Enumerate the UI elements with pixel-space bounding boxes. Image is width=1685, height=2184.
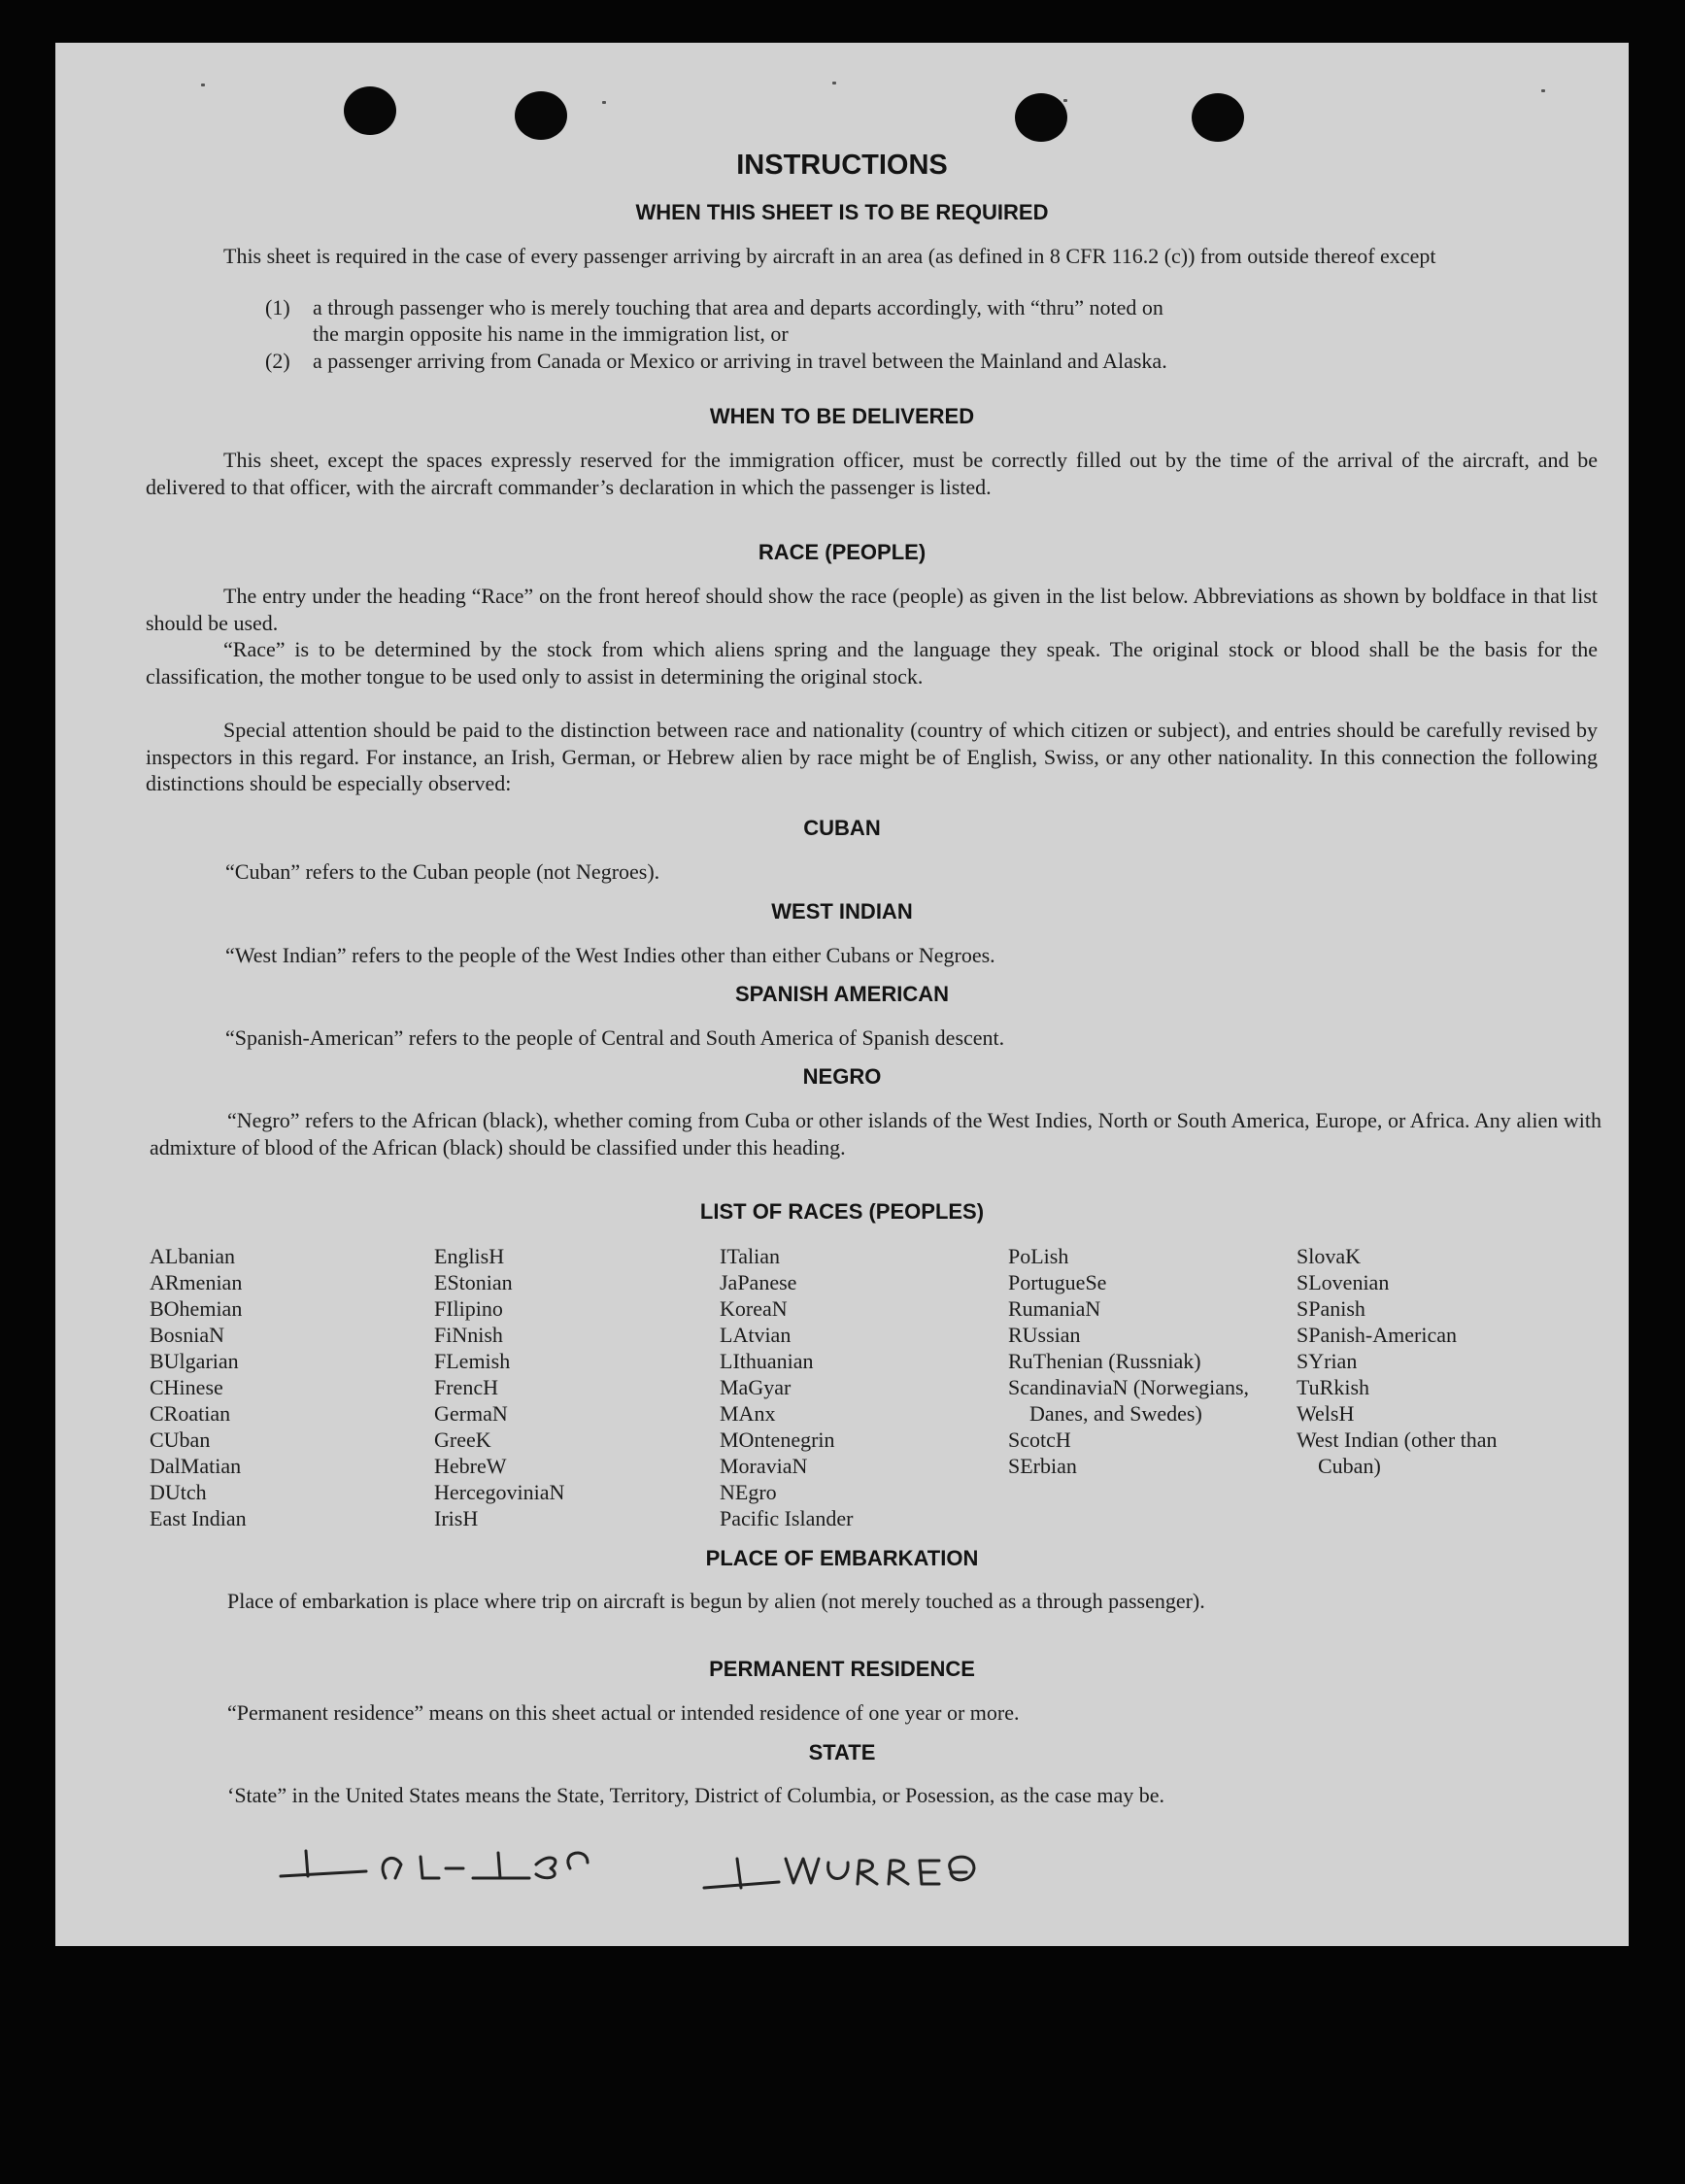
race-list-item: PortugueSe	[1008, 1270, 1107, 1294]
section-heading-races-list: LIST OF RACES (PEOPLES)	[699, 1199, 985, 1224]
race-list-item: NEgro	[720, 1480, 777, 1504]
page-title: INSTRUCTIONS	[736, 150, 948, 181]
race-list-item: MoraviaN	[720, 1454, 808, 1478]
race-list-item: WelsH	[1297, 1401, 1355, 1426]
race-list-item: SYrian	[1297, 1349, 1358, 1373]
required-item-2: a passenger arriving from Canada or Mexico or arriving in travel between the Mainland and Alaska.	[313, 349, 1167, 373]
section-heading-spanish-american: SPANISH AMERICAN	[734, 982, 949, 1006]
west-indian-text: “West Indian” refers to the people of the West Indies other than either Cubans or Negroes.	[225, 943, 995, 967]
race-list-item: BOhemian	[150, 1296, 243, 1321]
section-heading-residence: PERMANENT RESIDENCE	[709, 1657, 975, 1681]
race-list-item: MaGyar	[720, 1375, 792, 1399]
race-list-item: GreeK	[434, 1428, 491, 1452]
race-list-item: TuRkish	[1297, 1375, 1370, 1399]
race-list-item: RUssian	[1008, 1323, 1081, 1347]
delivered-text: This sheet, except the spaces expressly reserved for the immigration officer, must be correctly filled out by the time of the arrival of the aircraft, and be delivered to that officer, with the aircraft commander’s declaration in which the passenger is listed.	[146, 448, 1598, 499]
race-list-item: ScandinaviaN (Norwegians, Danes, and Swedes)	[1008, 1375, 1250, 1426]
section-heading-cuban: CUBAN	[803, 816, 881, 840]
race-list-item: PoLish	[1008, 1244, 1069, 1268]
race-list-item: EStonian	[434, 1270, 513, 1294]
race-list-item: West Indian (other than Cuban)	[1297, 1428, 1498, 1478]
race-list-item: FLemish	[434, 1349, 511, 1373]
race-list-item: SErbian	[1008, 1454, 1077, 1478]
race-list-item: EnglisH	[434, 1244, 505, 1268]
section-heading-west-indian: WEST INDIAN	[771, 899, 913, 924]
required-item-1-line-2: the margin opposite his name in the immigration list, or	[313, 321, 789, 346]
race-list-item: SLovenian	[1297, 1270, 1390, 1294]
race-list-item: HercegoviniaN	[434, 1480, 565, 1504]
required-intro: This sheet is required in the case of every passenger arriving by aircraft in an area (as defined in 8 CFR 116.2 (c)) from outside thereof except	[223, 244, 1436, 268]
required-item-1-number: (1)	[265, 295, 290, 319]
race-list-item: FIlipino	[434, 1296, 503, 1321]
residence-text: “Permanent residence” means on this sheet actual or intended residence of one year or more.	[227, 1700, 1020, 1725]
embarkation-text: Place of embarkation is place where trip on aircraft is begun by alien (not merely touched as a through passenger).	[227, 1589, 1205, 1613]
race-list-item: CUban	[150, 1428, 211, 1452]
race-list-item: LAtvian	[720, 1323, 792, 1347]
race-list-item: DalMatian	[150, 1454, 242, 1478]
state-text: ‘State” in the United States means the State, Territory, District of Columbia, or Posession, as the case may be.	[227, 1783, 1165, 1807]
cuban-text: “Cuban” refers to the Cuban people (not Negroes).	[225, 859, 660, 884]
section-heading-race: RACE (PEOPLE)	[758, 540, 927, 564]
race-paragraph-1: The entry under the heading “Race” on the front hereof should show the race (people) as given in the list below. Abbreviations as shown by boldface in that list should be used.	[146, 584, 1598, 635]
negro-text: “Negro” refers to the African (black), whether coming from Cuba or other islands of the West Indies, North or South America, Europe, or Africa. Any alien with admixture of blood of the African (black) should be classified under this heading.	[150, 1108, 1601, 1159]
document-sheet	[55, 43, 1629, 1946]
race-list-item: IrisH	[434, 1506, 479, 1530]
race-list-item: GermaN	[434, 1401, 508, 1426]
race-list-item: BosniaN	[150, 1323, 224, 1347]
race-list-item: JaPanese	[720, 1270, 797, 1294]
race-list-item: HebreW	[434, 1454, 507, 1478]
section-heading-required: WHEN THIS SHEET IS TO BE REQUIRED	[635, 200, 1049, 224]
spanish-american-text: “Spanish-American” refers to the people of Central and South America of Spanish descent.	[225, 1025, 1005, 1050]
race-list-item: ITalian	[720, 1244, 780, 1268]
race-list-item: ScotcH	[1008, 1428, 1071, 1452]
handwritten-scribble	[55, 43, 1629, 1946]
section-heading-delivered: WHEN TO BE DELIVERED	[709, 404, 975, 428]
race-list-item: SlovaK	[1297, 1244, 1361, 1268]
required-item-2-number: (2)	[265, 349, 290, 373]
race-list-item: BUlgarian	[150, 1349, 239, 1373]
race-list-item: KoreaN	[720, 1296, 788, 1321]
race-list-item: SPanish	[1297, 1296, 1365, 1321]
required-item-1-line-1: a through passenger who is merely touching that area and departs accordingly, with “thru” noted on	[313, 295, 1163, 319]
race-list-item: SPanish-American	[1297, 1323, 1457, 1347]
race-paragraph-2: “Race” is to be determined by the stock from which aliens spring and the language they speak. The original stock or blood shall be the basis for the classification, the mother tongue to be used only to assist in determining the original stock.	[146, 637, 1598, 689]
section-heading-negro: NEGRO	[802, 1064, 882, 1089]
race-list-item: FiNnish	[434, 1323, 503, 1347]
race-list-item: FrencH	[434, 1375, 498, 1399]
section-heading-embarkation: PLACE OF EMBARKATION	[705, 1546, 979, 1570]
race-list-item: RumaniaN	[1008, 1296, 1101, 1321]
race-list-item: ALbanian	[150, 1244, 235, 1268]
race-list-item: ARmenian	[150, 1270, 243, 1294]
race-list-item: Pacific Islander	[720, 1506, 854, 1530]
race-list-item: DUtch	[150, 1480, 207, 1504]
race-paragraph-3: Special attention should be paid to the distinction between race and nationality (country of which citizen or subject), and entries should be carefully revised by inspectors in this regard. For instance, an Irish, German, or Hebrew alien by race might be of English, Swiss, or any other nationality. In this connection the following distinctions should be especially observed:	[146, 718, 1598, 795]
race-list-item: CHinese	[150, 1375, 223, 1399]
race-list-item: RuThenian (Russniak)	[1008, 1349, 1201, 1373]
race-list-item: MAnx	[720, 1401, 776, 1426]
race-list-item: LIthuanian	[720, 1349, 814, 1373]
race-list-item: East Indian	[150, 1506, 247, 1530]
section-heading-state: STATE	[808, 1740, 876, 1764]
race-list-item: MOntenegrin	[720, 1428, 835, 1452]
race-list-item: CRoatian	[150, 1401, 231, 1426]
